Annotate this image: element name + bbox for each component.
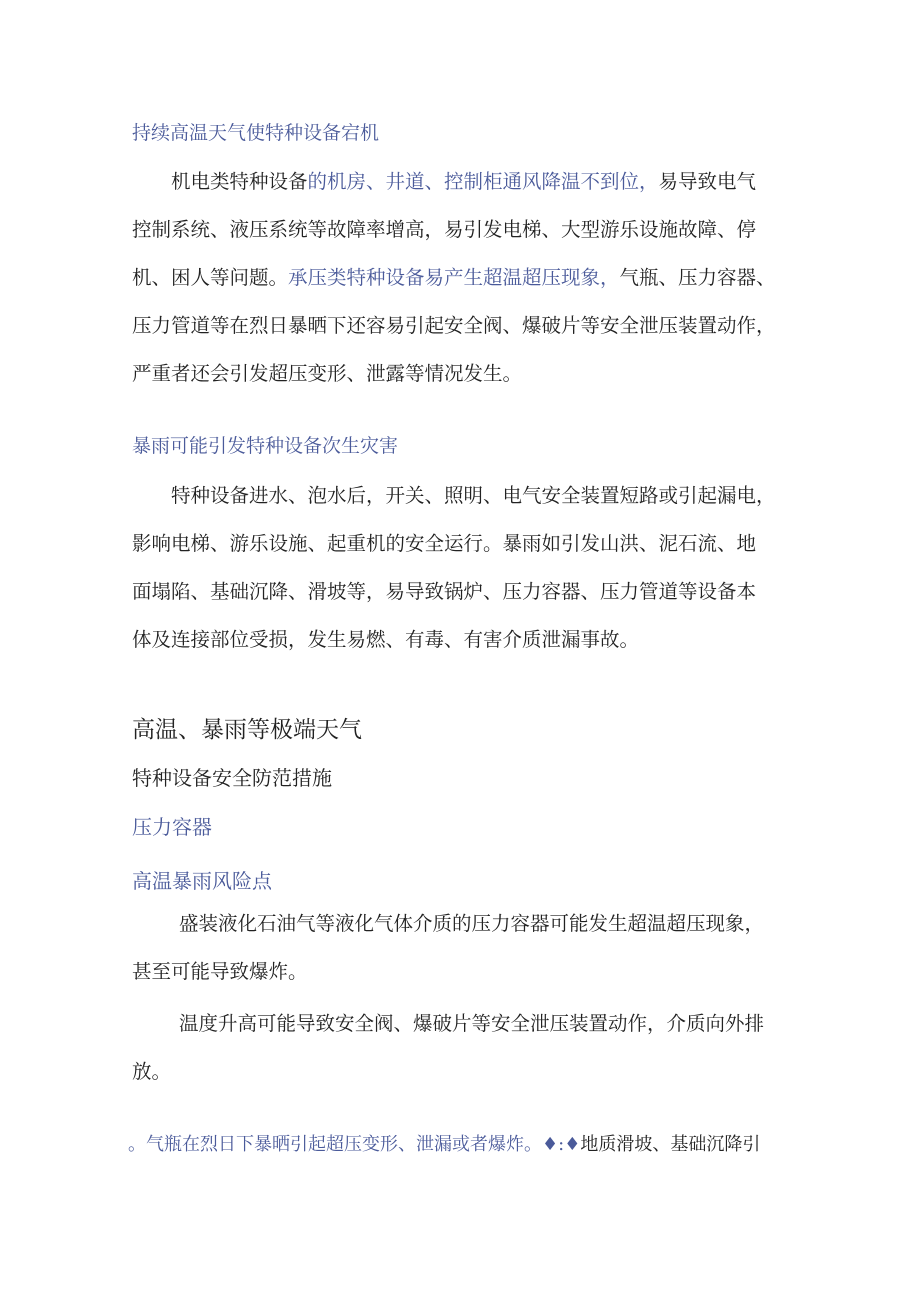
- risk-paragraph-1: [132, 900, 792, 996]
- paragraph-line: 机电类特种设备的机房、井道、控制柜通风降温不到位，易导致电气: [171, 170, 757, 193]
- page-title-line-1: 高温、暴雨等极端天气: [132, 717, 362, 743]
- section-heading-rainstorm: 暴雨可能引发特种设备次生灾害: [132, 435, 399, 457]
- subsection-heading-pressure-vessel: 压力容器: [132, 815, 212, 839]
- page-title-line-2: 特种设备安全防范措施: [132, 766, 332, 790]
- paragraph-line: 严重者还会引发超压变形、泄露等情况发生。: [132, 362, 523, 385]
- section-heading-high-temperature: 持续高温天气使特种设备宕机: [132, 122, 380, 144]
- diamond-bullet-icon: ♦:♦: [542, 1134, 581, 1155]
- highlight-text: 气瓶在烈日下暴晒引起超压变形、泄漏或者爆炸。: [146, 1134, 542, 1155]
- paragraph-line: 甚至可能导致爆炸。: [132, 960, 308, 983]
- risk-paragraph-2: [132, 1000, 792, 1096]
- paragraph-line: 压力管道等在烈日暴晒下还容易引起安全阀、爆破片等安全泄压装置动作，: [132, 314, 776, 337]
- highlight-text: 的机房、井道、控制柜通风降温不到位，: [307, 170, 659, 193]
- bottom-risk-line: 。气瓶在烈日下暴晒引起超压变形、泄漏或者爆炸。♦:♦地质滑坡、基础沉降引: [128, 1134, 761, 1155]
- paragraph-line: 体及连接部位受损，发生易燃、有毒、有害介质泄漏事故。: [132, 628, 640, 651]
- paragraph-line: 温度升高可能导致安全阀、爆破片等安全泄压装置动作，介质向外排: [179, 1012, 765, 1035]
- highlight-text: 承压类特种设备易产生超温超压现象，: [288, 266, 620, 289]
- paragraph-line: 影响电梯、游乐设施、起重机的安全运行。暴雨如引发山洪、泥石流、地: [132, 532, 757, 555]
- paragraph-line: 面塌陷、基础沉降、滑坡等，易导致锅炉、压力容器、压力管道等设备本: [132, 580, 757, 603]
- paragraph-rainstorm: [132, 472, 782, 664]
- paragraph-line: 机、困人等问题。承压类特种设备易产生超温超压现象，气瓶、压力容器、: [132, 266, 776, 289]
- paragraph-line: 特种设备进水、泡水后，开关、照明、电气安全装置短路或引起漏电，: [171, 484, 776, 507]
- paragraph-line: 控制系统、液压系统等故障率增高，易引发电梯、大型游乐设施故障、停: [132, 218, 757, 241]
- paragraph-high-temperature: [132, 158, 782, 398]
- paragraph-line: 盛装液化石油气等液化气体介质的压力容器可能发生超温超压现象，: [179, 912, 765, 935]
- paragraph-line: 放。: [132, 1060, 172, 1083]
- risk-heading: 高温暴雨风险点: [132, 869, 272, 893]
